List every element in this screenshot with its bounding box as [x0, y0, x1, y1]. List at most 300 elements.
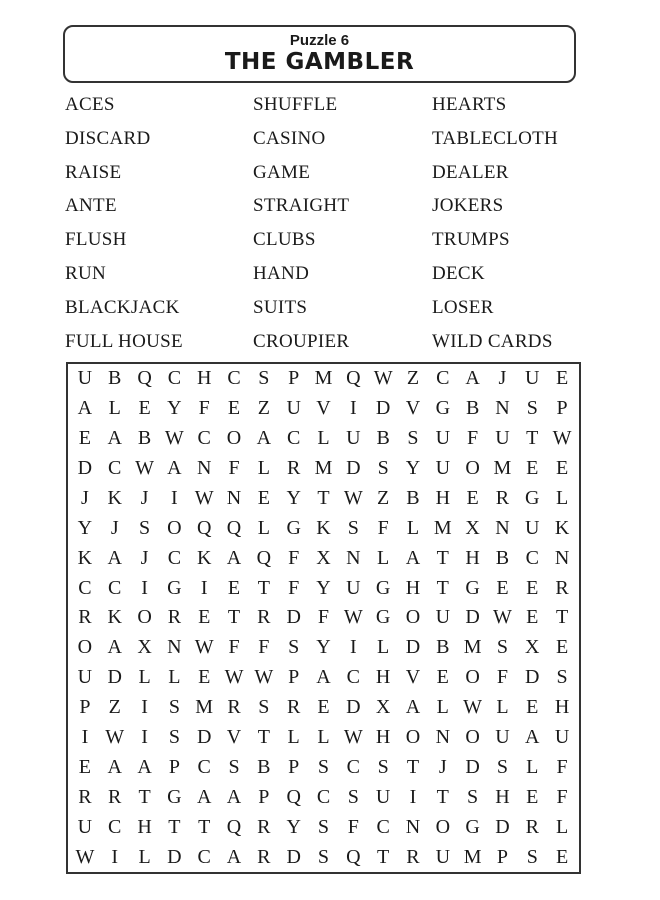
grid-cell: S	[496, 636, 508, 659]
puzzle-header	[63, 25, 576, 83]
word-list-item: FULL HOUSE	[65, 330, 183, 352]
grid-cell: E	[526, 576, 539, 599]
grid-cell: P	[288, 666, 300, 689]
grid-cell: E	[227, 397, 241, 420]
grid-cell: L	[377, 546, 390, 569]
grid-cell: E	[526, 696, 539, 719]
grid-cell: E	[526, 606, 539, 629]
grid-cell: E	[198, 666, 211, 689]
word-list	[65, 92, 585, 362]
grid-cell: G	[525, 486, 540, 509]
grid-cell: L	[257, 457, 270, 480]
grid-cell: C	[376, 815, 390, 838]
grid-cell: C	[108, 576, 122, 599]
grid-cell: Q	[226, 516, 242, 539]
word-list-item: FLUSH	[65, 229, 127, 251]
grid-cell: U	[77, 367, 93, 390]
grid-cell: O	[167, 516, 182, 539]
grid-cell: O	[405, 606, 421, 629]
grid-cell: L	[257, 516, 270, 539]
grid-cell: A	[167, 457, 182, 480]
grid-cell: Z	[377, 486, 390, 509]
grid-cell: T	[377, 845, 390, 868]
grid-cell: U	[77, 666, 93, 689]
grid-cell: F	[228, 636, 240, 659]
grid-cell: E	[78, 427, 92, 450]
grid-cell: F	[228, 457, 240, 480]
grid-cell: E	[227, 576, 241, 599]
grid-cell: F	[258, 636, 270, 659]
grid-cell: T	[317, 486, 330, 509]
grid-cell: H	[375, 666, 391, 689]
grid-cell: A	[405, 696, 421, 719]
grid-cell: A	[107, 546, 122, 569]
grid-cell: Y	[167, 397, 182, 420]
grid-cell: W	[194, 486, 214, 509]
grid-cell: V	[226, 726, 242, 749]
grid-cell: W	[552, 427, 572, 450]
grid-cell: M	[493, 457, 512, 480]
grid-cell: A	[107, 427, 122, 450]
grid-cell: M	[433, 516, 452, 539]
grid-cell: F	[288, 546, 300, 569]
grid-cell: F	[496, 666, 508, 689]
grid-cell: K	[107, 606, 122, 629]
puzzle-number: Puzzle 6	[289, 32, 350, 49]
grid-cell: L	[317, 427, 330, 450]
grid-cell: U	[435, 457, 451, 480]
grid-cell: C	[525, 546, 539, 569]
grid-cell: W	[343, 606, 363, 629]
grid-cell: G	[375, 606, 391, 629]
grid-cell: N	[226, 486, 242, 509]
grid-cell: X	[525, 636, 540, 659]
word-list-item: GAME	[253, 161, 311, 183]
grid-cell: W	[75, 845, 95, 868]
grid-cell: W	[254, 666, 274, 689]
word-list-item: CROUPIER	[253, 330, 350, 352]
grid-cell: H	[495, 785, 510, 808]
grid-cell: R	[257, 845, 271, 868]
grid-cell: S	[168, 726, 180, 749]
grid-cell: F	[556, 755, 568, 778]
word-list-item: BLACKJACK	[65, 296, 180, 318]
grid-cell: C	[346, 755, 360, 778]
grid-cell: E	[436, 666, 449, 689]
grid-cell: W	[492, 606, 512, 629]
grid-cell: L	[436, 696, 449, 719]
grid-cell: L	[168, 666, 181, 689]
grid-cell: G	[465, 576, 480, 599]
grid-cell: K	[554, 516, 570, 539]
grid-cell: Q	[137, 367, 152, 390]
grid-cell: N	[435, 726, 451, 749]
grid-cell: M	[463, 845, 482, 868]
word-list-item: DECK	[432, 262, 485, 284]
grid-cell: L	[287, 726, 300, 749]
grid-cell: H	[196, 367, 212, 390]
grid-cell: I	[349, 397, 357, 420]
grid-cell: S	[317, 755, 330, 778]
grid-cell: A	[465, 367, 480, 390]
grid-cell: C	[108, 457, 122, 480]
grid-cell: E	[555, 845, 569, 868]
grid-cell: V	[405, 397, 421, 420]
grid-cell: D	[107, 666, 122, 689]
grid-cell: B	[137, 427, 152, 450]
grid-cell: T	[257, 576, 270, 599]
grid-cell: S	[377, 457, 389, 480]
grid-cell: I	[171, 486, 178, 509]
grid-cell: W	[463, 696, 483, 719]
grid-cell: S	[228, 755, 240, 778]
puzzle-title: THE GAMBLER	[224, 49, 415, 75]
grid-cell: U	[286, 397, 301, 420]
grid-cell: H	[137, 815, 152, 838]
grid-cell: U	[495, 726, 510, 749]
grid-cell: E	[555, 367, 569, 390]
grid-cell: Y	[316, 576, 331, 599]
word-list-item: CLUBS	[253, 229, 316, 251]
grid-cell: D	[405, 636, 421, 659]
grid-cell: C	[197, 755, 211, 778]
grid-cell: K	[316, 516, 331, 539]
word-list-item: TABLECLOTH	[432, 127, 559, 149]
grid-cell: W	[135, 457, 154, 480]
grid-cell: R	[78, 606, 92, 629]
grid-cell: A	[77, 397, 93, 420]
grid-cell: S	[317, 815, 330, 838]
grid-cell: E	[138, 397, 151, 420]
grid-cell: Y	[286, 815, 301, 838]
word-list-item: CASINO	[253, 127, 326, 149]
grid-cell: U	[435, 845, 451, 868]
grid-cell: C	[316, 785, 331, 808]
grid-cell: E	[496, 576, 509, 599]
grid-cell: T	[406, 755, 420, 778]
grid-cell: A	[256, 427, 272, 450]
grid-cell: J	[110, 516, 119, 539]
grid-cell: T	[257, 726, 270, 749]
grid-cell: E	[555, 636, 569, 659]
grid-cell: H	[554, 696, 570, 719]
grid-cell: C	[78, 576, 92, 599]
grid-cell: S	[317, 845, 330, 868]
grid-cell: D	[346, 696, 361, 719]
grid-cell: U	[525, 516, 540, 539]
grid-cell: I	[81, 726, 89, 749]
grid-cell: B	[376, 427, 390, 450]
grid-cell: R	[406, 845, 420, 868]
grid-cell: A	[107, 636, 122, 659]
grid-cell: L	[377, 636, 390, 659]
grid-cell: R	[555, 576, 569, 599]
grid-cell: B	[257, 755, 271, 778]
grid-cell: Q	[256, 546, 272, 569]
grid-cell: N	[554, 546, 570, 569]
grid-cell: O	[405, 726, 421, 749]
grid-cell: A	[137, 755, 152, 778]
grid-cell: F	[467, 427, 479, 450]
grid-cell: L	[317, 726, 330, 749]
grid-cell: A	[226, 546, 242, 569]
grid-cell: G	[375, 576, 391, 599]
grid-cell: P	[79, 696, 91, 719]
grid-cell: S	[496, 755, 508, 778]
grid-cell: D	[77, 457, 93, 480]
grid-cell: S	[526, 397, 538, 420]
grid-cell: V	[405, 666, 421, 689]
grid-cell: O	[226, 427, 242, 450]
word-list-item: ANTE	[65, 195, 117, 217]
grid-cell: Z	[257, 397, 270, 420]
grid-cell: G	[286, 516, 301, 539]
grid-cell: R	[78, 785, 92, 808]
grid-cell: L	[138, 845, 151, 868]
grid-cell: L	[526, 755, 539, 778]
word-list-item: JOKERS	[432, 195, 504, 217]
grid-cell: L	[555, 486, 569, 509]
grid-cell: X	[465, 516, 480, 539]
word-list-item: ACES	[65, 94, 115, 115]
grid-cell: F	[556, 785, 568, 808]
grid-cell: H	[375, 726, 391, 749]
grid-cell: C	[227, 367, 241, 390]
grid-cell: A	[196, 785, 212, 808]
grid-cell: W	[224, 666, 244, 689]
grid-cell: P	[168, 755, 180, 778]
grid-cell: R	[227, 696, 241, 719]
grid-cell: S	[258, 367, 270, 390]
grid-cell: H	[435, 486, 451, 509]
grid-cell: S	[556, 666, 568, 689]
grid-cell: A	[226, 785, 242, 808]
grid-cell: D	[196, 726, 212, 749]
grid-cell: Q	[226, 815, 242, 838]
grid-cell: S	[347, 785, 359, 808]
grid-cell: V	[316, 397, 331, 420]
grid-cell: M	[195, 696, 214, 719]
grid-cell: E	[526, 457, 539, 480]
grid-cell: K	[107, 486, 122, 509]
grid-cell: Y	[316, 636, 331, 659]
word-list-item: TRUMPS	[432, 229, 510, 251]
grid-cell: D	[495, 815, 510, 838]
grid-cell: R	[257, 815, 271, 838]
grid-cell: E	[317, 696, 330, 719]
grid-cell: A	[525, 726, 540, 749]
grid-cell: B	[108, 367, 122, 390]
grid-cell: N	[405, 815, 421, 838]
grid-cell: P	[258, 785, 270, 808]
word-list-item: RUN	[65, 262, 107, 284]
grid-cell: S	[407, 427, 419, 450]
word-list-item: LOSER	[432, 296, 494, 318]
grid-cell: I	[200, 576, 208, 599]
grid-cell: R	[108, 785, 122, 808]
grid-cell: J	[438, 755, 447, 778]
grid-cell: C	[436, 367, 450, 390]
grid-cell: M	[314, 457, 333, 480]
grid-cell: W	[164, 427, 184, 450]
grid-cell: O	[77, 636, 93, 659]
word-list-item: DEALER	[432, 161, 509, 183]
grid-cell: C	[108, 815, 122, 838]
grid-cell: G	[465, 815, 480, 838]
grid-cell: C	[167, 367, 182, 390]
grid-cell: I	[141, 696, 148, 719]
grid-cell: W	[194, 636, 214, 659]
grid-cell: S	[526, 845, 538, 868]
grid-cell: X	[316, 546, 331, 569]
word-list-item: WILD CARDS	[432, 330, 553, 352]
grid-cell: R	[495, 486, 510, 509]
grid-cell: U	[375, 785, 391, 808]
grid-cell: Y	[77, 516, 93, 539]
grid-cell: R	[525, 815, 539, 838]
word-list-item: SHUFFLE	[253, 94, 338, 115]
grid-cell: P	[556, 397, 568, 420]
grid-cell: J	[140, 546, 149, 569]
grid-cell: F	[198, 397, 210, 420]
grid-cell: U	[346, 576, 361, 599]
grid-cell: B	[406, 486, 420, 509]
grid-cell: Y	[286, 486, 301, 509]
grid-cell: U	[435, 427, 451, 450]
grid-cell: M	[463, 636, 482, 659]
grid-cell: T	[526, 427, 539, 450]
grid-cell: E	[198, 606, 211, 629]
grid-cell: N	[167, 636, 182, 659]
grid-cell: D	[286, 606, 301, 629]
grid-cell: S	[288, 636, 300, 659]
grid-cell: I	[409, 785, 417, 808]
grid-cell: N	[346, 546, 361, 569]
grid-cell: Q	[196, 516, 212, 539]
grid-cell: T	[555, 606, 569, 629]
grid-cell: S	[258, 696, 270, 719]
grid-cell: L	[406, 516, 420, 539]
grid-cell: H	[465, 546, 480, 569]
letter-grid	[66, 362, 581, 874]
grid-cell: I	[141, 726, 148, 749]
grid-cell: L	[108, 397, 121, 420]
grid-cell: L	[496, 696, 509, 719]
grid-cell: F	[288, 576, 300, 599]
grid-cell: S	[377, 755, 389, 778]
grid-cell: R	[257, 606, 271, 629]
word-list-item: SUITS	[253, 296, 308, 318]
grid-cell: W	[343, 726, 363, 749]
grid-cell: P	[496, 845, 508, 868]
grid-cell: I	[111, 845, 119, 868]
grid-cell: O	[435, 815, 451, 838]
grid-cell: K	[77, 546, 93, 569]
grid-cell: Q	[346, 367, 361, 390]
grid-cell: F	[317, 606, 330, 629]
grid-cell: K	[196, 546, 212, 569]
grid-cell: W	[343, 486, 363, 509]
grid-cell: J	[81, 486, 89, 509]
grid-cell: E	[78, 755, 92, 778]
grid-cell: E	[466, 486, 479, 509]
grid-cell: R	[167, 606, 182, 629]
grid-cell: O	[465, 666, 480, 689]
grid-cell: C	[197, 845, 211, 868]
grid-cell: D	[346, 457, 361, 480]
grid-cell: B	[465, 397, 480, 420]
grid-cell: N	[495, 516, 510, 539]
grid-cell: Z	[406, 367, 420, 390]
grid-cell: M	[314, 367, 333, 390]
grid-cell: N	[495, 397, 510, 420]
grid-cell: E	[257, 486, 270, 509]
word-list-item: HEARTS	[432, 94, 507, 115]
grid-cell: U	[554, 726, 570, 749]
grid-cell: Y	[405, 457, 421, 480]
grid-cell: G	[167, 576, 182, 599]
grid-cell: U	[346, 427, 361, 450]
grid-cell: B	[436, 636, 450, 659]
grid-cell: A	[316, 666, 331, 689]
grid-cell: G	[167, 785, 182, 808]
grid-cell: S	[138, 516, 151, 539]
word-list-item: RAISE	[65, 161, 122, 183]
grid-cell: U	[435, 606, 451, 629]
grid-cell: J	[498, 367, 507, 390]
grid-cell: T	[436, 785, 449, 808]
grid-cell: X	[375, 696, 391, 719]
grid-cell: D	[375, 397, 391, 420]
grid-cell: G	[435, 397, 451, 420]
grid-cell: R	[286, 696, 301, 719]
grid-cell: Q	[346, 845, 361, 868]
grid-cell: N	[196, 457, 212, 480]
grid-cell: T	[436, 546, 449, 569]
grid-cell: C	[346, 666, 360, 689]
grid-cell: R	[286, 457, 301, 480]
grid-cell: F	[377, 516, 389, 539]
grid-cell: Q	[286, 785, 301, 808]
grid-cell: U	[495, 427, 510, 450]
grid-cell: U	[525, 367, 540, 390]
grid-cell: A	[107, 755, 122, 778]
grid-cell: J	[140, 486, 149, 509]
grid-cell: S	[168, 696, 180, 719]
grid-cell: T	[138, 785, 151, 808]
grid-cell: W	[373, 367, 393, 390]
grid-cell: T	[168, 815, 181, 838]
grid-cell: P	[288, 367, 300, 390]
grid-cell: W	[105, 726, 125, 749]
grid-cell: D	[465, 606, 480, 629]
grid-cell: B	[495, 546, 510, 569]
grid-cell: L	[138, 666, 151, 689]
grid-cell: S	[467, 785, 479, 808]
grid-cell: O	[465, 726, 480, 749]
grid-cell: D	[286, 845, 301, 868]
grid-cell: S	[347, 516, 359, 539]
word-list-item: DISCARD	[65, 127, 151, 149]
grid-cell: E	[526, 785, 539, 808]
grid-cell: F	[347, 815, 359, 838]
grid-cell: L	[555, 815, 569, 838]
grid-cell: A	[405, 546, 421, 569]
grid-cell: I	[349, 636, 357, 659]
grid-cell: T	[436, 576, 449, 599]
grid-cell: C	[167, 546, 182, 569]
grid-cell: H	[405, 576, 421, 599]
